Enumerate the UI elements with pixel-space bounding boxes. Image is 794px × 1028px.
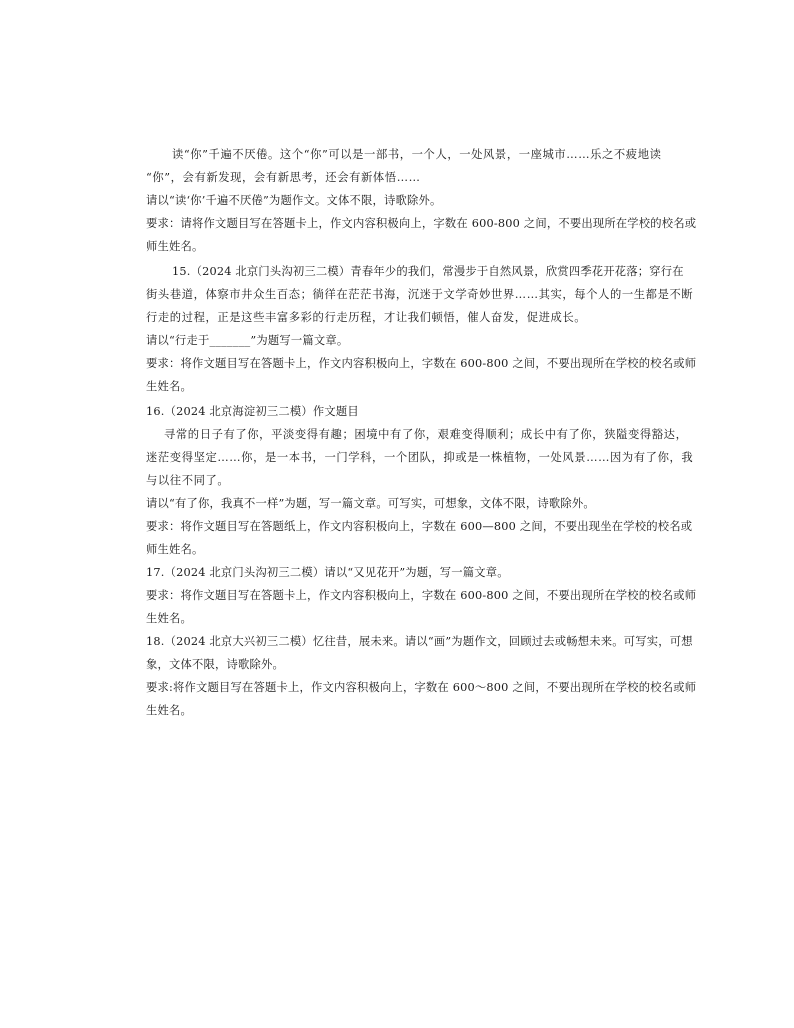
prompt-14-requirement-line-1: 要求：请将作文题目写在答题卡上，作文内容积极向上，字数在 600-800 之间，不要出现所在学校的校名或 [146,217,697,230]
question-15-requirement-line-1: 要求：将作文题目写在答题卡上，作文内容积极向上，字数在 600-800 之间，不要出现所在学校的校名或师 [146,357,697,370]
question-16-requirement-line-2: 师生姓名。 [146,543,204,556]
question-16-instruction: 请以“有了你，我真不一样”为题，写一篇文章。可写实，可想象，文体不限，诗歌除外。 [146,497,595,510]
question-15-line-1: 15.（2024 北京门头沟初三二模）青春年少的我们，常漫步于自然风景，欣赏四季花开花落；穿行在 [172,265,684,278]
question-15-line-3: 行走的过程，正是这些丰富多彩的行走历程，才让我们顿悟，催人奋发，促进成长。 [146,311,587,324]
question-18-requirement-line-2: 生姓名。 [146,704,192,717]
prompt-14-requirement-line-2: 师生姓名。 [146,240,204,253]
question-15-line-2: 街头巷道，体察市井众生百态；徜徉在茫茫书海，沉迷于文学奇妙世界……其实，每个人的一生都是不断 [146,288,694,301]
prompt-14-instruction: 请以“读‘你’千遍不厌倦”为题作文。文体不限，诗歌除外。 [146,194,442,207]
question-16-text-line-1: 寻常的日子有了你，平淡变得有趣；困境中有了你，艰难变得顺利；成长中有了你，狭隘变得豁达， [164,428,688,441]
question-17-requirement-line-1: 要求：将作文题目写在答题卡上，作文内容积极向上，字数在 600-800 之间，不要出现所在学校的校名或师 [146,589,697,602]
question-16-heading: 16.（2024 北京海淀初三二模）作文题目 [146,405,359,418]
question-18-requirement-line-1: 要求:将作文题目写在答题卡上，作文内容积极向上，字数在 600～800 之间，不要出现所在学校的校名或师 [146,681,697,694]
question-15-requirement-line-2: 生姓名。 [146,380,192,393]
question-17-heading: 17.（2024 北京门头沟初三二模）请以“又见花开”为题，写一篇文章。 [146,566,509,579]
question-16-text-line-2: 迷茫变得坚定……你，是一本书，一门学科，一个团队，抑或是一株植物，一处风景……因为有了你，我 [146,451,694,464]
question-18-line-2: 象，文体不限，诗歌除外。 [146,658,284,671]
question-17-requirement-line-2: 生姓名。 [146,612,192,625]
question-15-instruction: 请以“行走于_______”为题写一篇文章。 [146,334,349,347]
question-16-requirement-line-1: 要求：将作文题目写在答题纸上，作文内容积极向上，字数在 600—800 之间，不要出现坐在学校的校名或 [146,520,693,533]
prompt-14-text-line-1: 读“你”千遍不厌倦。这个“你”可以是一部书，一个人，一处风景，一座城市……乐之不疲地读 [172,148,662,161]
question-16-text-line-3: 与以往不同了。 [146,474,230,487]
question-18-line-1: 18.（2024 北京大兴初三二模）忆往昔，展未来。请以“画”为题作文，回顾过去或畅想未来。可写实，可想 [146,635,693,648]
prompt-14-text-line-2: “你”，会有新发现，会有新思考，还会有新体悟…… [146,171,421,184]
